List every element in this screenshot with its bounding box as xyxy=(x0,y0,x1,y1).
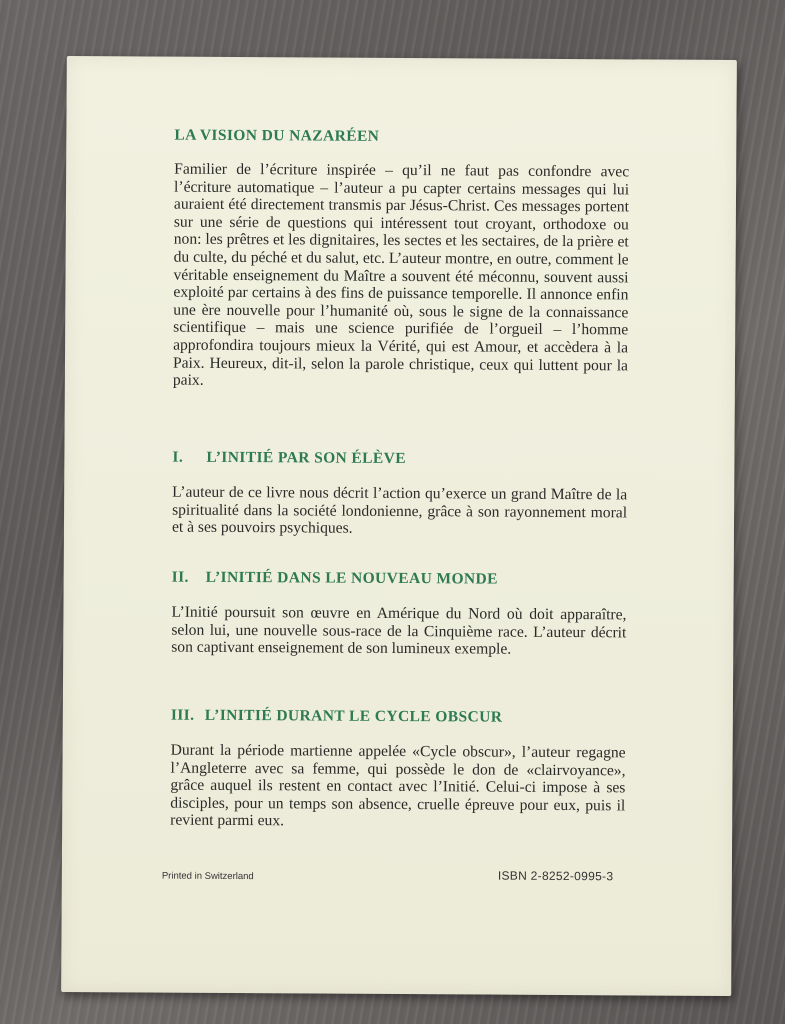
section-title-1: L’INITIÉ PAR SON ÉLÈVE xyxy=(206,448,407,468)
section-heading-1 xyxy=(172,449,406,468)
cover-text-block xyxy=(170,126,630,830)
section-text-1: L’auteur de ce livre nous décrit l’action qu’exerce un grand Maître de la spiritualité dans la société londonienne, grâce à son rayonnement moral et à ses pouvoirs psychiques. xyxy=(171,483,628,537)
section-heading-3 xyxy=(171,707,503,727)
book-back-cover xyxy=(61,56,737,996)
section-title-2: L’INITIÉ DANS LE NOUVEAU MONDE xyxy=(205,568,498,588)
printed-in-label: Printed in Switzerland xyxy=(161,870,254,883)
section-number-1: I. xyxy=(172,448,184,466)
isbn-label: ISBN 2-8252-0995-3 xyxy=(497,868,614,884)
section-text-2: L’Initié poursuit son œuvre en Amérique du Nord où doit apparaître, selon lui, une nouvelle sous-race de la Cinquième race. L’auteur décrit son captivant enseignement de son lumineux exemple. xyxy=(171,603,627,658)
section-text-3: Durant la période martienne appelée «Cycle obscur», l’auteur regagne l’Angleterre avec sa femme, qui possède le don de «clairvoyance», grâce auquel ils restent en contact avec l’Initié. Celui-ci impose à ses disciples, pour un temps son absence, cruelle épreuve pour eux, puis il revient parmi eux. xyxy=(170,741,626,830)
section-heading-2 xyxy=(172,569,498,589)
main-description: Familier de l’écriture inspirée – qu’il ne faut pas confondre avec l’écriture automatique – l’auteur a pu capter certains messages qui lui auraient été directement transmis par Jésus-Christ. Ces messages portent sur une série de questions qui intéressent tout croyant, orthodoxe ou non: les prêtres et les dignitaires, les sectes et les sectaires, de la prière et du culte, du péché et du salut, etc. L’auteur montre, en outre, comment le véritable enseignement du Maître a souvent été méconnu, souvent aussi exploité par certains à des fins de puissance temporelle. Il annonce enfin une ère nouvelle pour l’humanité où, sous le signe de la connaissance scientifique – mais une science purifiée de l’orgueil – l’homme approfondira toujours mieux la Vérité, qui est Amour, et accèdera à la Paix. Heureux, dit-il, selon la parole christique, ceux qui luttent pour la paix. xyxy=(172,160,630,389)
main-heading: LA VISION DU NAZARÉEN xyxy=(174,126,380,145)
section-number-3: III. xyxy=(170,706,195,724)
section-title-3: L’INITIÉ DURANT LE CYCLE OBSCUR xyxy=(204,706,503,726)
section-number-2: II. xyxy=(171,568,189,586)
